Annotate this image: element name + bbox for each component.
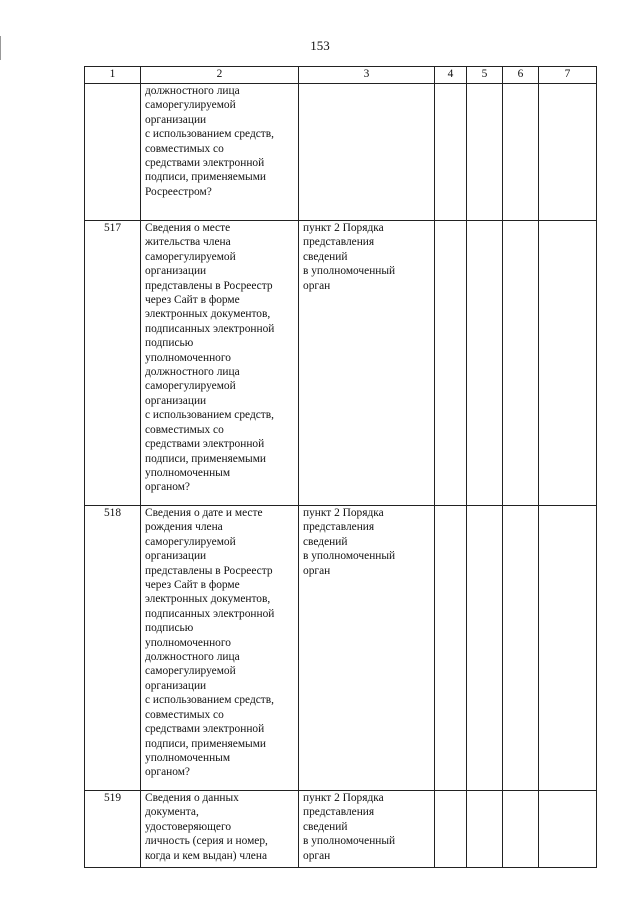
row-number: [85, 84, 141, 221]
row-cell-7: [539, 791, 597, 868]
row-cell-7: [539, 221, 597, 506]
row-cell-4: [435, 84, 467, 221]
row-question: должностного лица саморегулируемой организации с использованием средств, совместимых со средствами электронной подписи, применяемыми Росреестром?: [141, 84, 299, 221]
row-question: Сведения о дате и месте рождения члена саморегулируемой организации представлены в Росреестр через Сайт в форме электронных документов, подписанных электронной подписью уполномоченного должностного лица саморегулируемой организации с использованием средств, совместимых со средствами электронной подписи, применяемыми уполномоченным органом?: [141, 506, 299, 791]
row-question: Сведения о месте жительства члена саморегулируемой организации представлены в Росреестр через Сайт в форме электронных документов, подписанных электронной подписью уполномоченного должностного лица саморегулируемой организации с использованием средств, совместимых со средствами электронной подписи, применяемыми уполномоченным органом?: [141, 221, 299, 506]
row-legal-reference: [299, 84, 435, 221]
column-header-6: 6: [503, 67, 539, 84]
row-cell-4: [435, 791, 467, 868]
row-number: 517: [85, 221, 141, 506]
row-cell-6: [503, 221, 539, 506]
header-row: [85, 67, 597, 84]
row-cell-6: [503, 506, 539, 791]
table-row-518: [85, 506, 597, 791]
row-cell-5: [467, 506, 503, 791]
row-cell-7: [539, 506, 597, 791]
row-cell-7: [539, 84, 597, 221]
row-number: 519: [85, 791, 141, 868]
column-header-7: 7: [539, 67, 597, 84]
row-legal-reference: пункт 2 Порядка представления сведений в уполномоченный орган: [299, 221, 435, 506]
column-header-2: 2: [141, 67, 299, 84]
row-cell-6: [503, 84, 539, 221]
row-question: Сведения о данных документа, удостоверяющего личность (серия и номер, когда и кем выдан) члена: [141, 791, 299, 868]
row-legal-reference: пункт 2 Порядка представления сведений в уполномоченный орган: [299, 791, 435, 868]
column-header-4: 4: [435, 67, 467, 84]
table-row-519: [85, 791, 597, 868]
row-legal-reference: пункт 2 Порядка представления сведений в уполномоченный орган: [299, 506, 435, 791]
table-row-517: [85, 221, 597, 506]
row-number: 518: [85, 506, 141, 791]
checklist-table: [84, 66, 597, 868]
row-cell-5: [467, 84, 503, 221]
column-header-3: 3: [299, 67, 435, 84]
page-number: 153: [310, 38, 330, 53]
row-cell-6: [503, 791, 539, 868]
row-cell-5: [467, 791, 503, 868]
column-header-1: 1: [85, 67, 141, 84]
column-header-5: 5: [467, 67, 503, 84]
table-row-continuation: [85, 84, 597, 221]
row-cell-4: [435, 506, 467, 791]
row-cell-5: [467, 221, 503, 506]
row-cell-4: [435, 221, 467, 506]
